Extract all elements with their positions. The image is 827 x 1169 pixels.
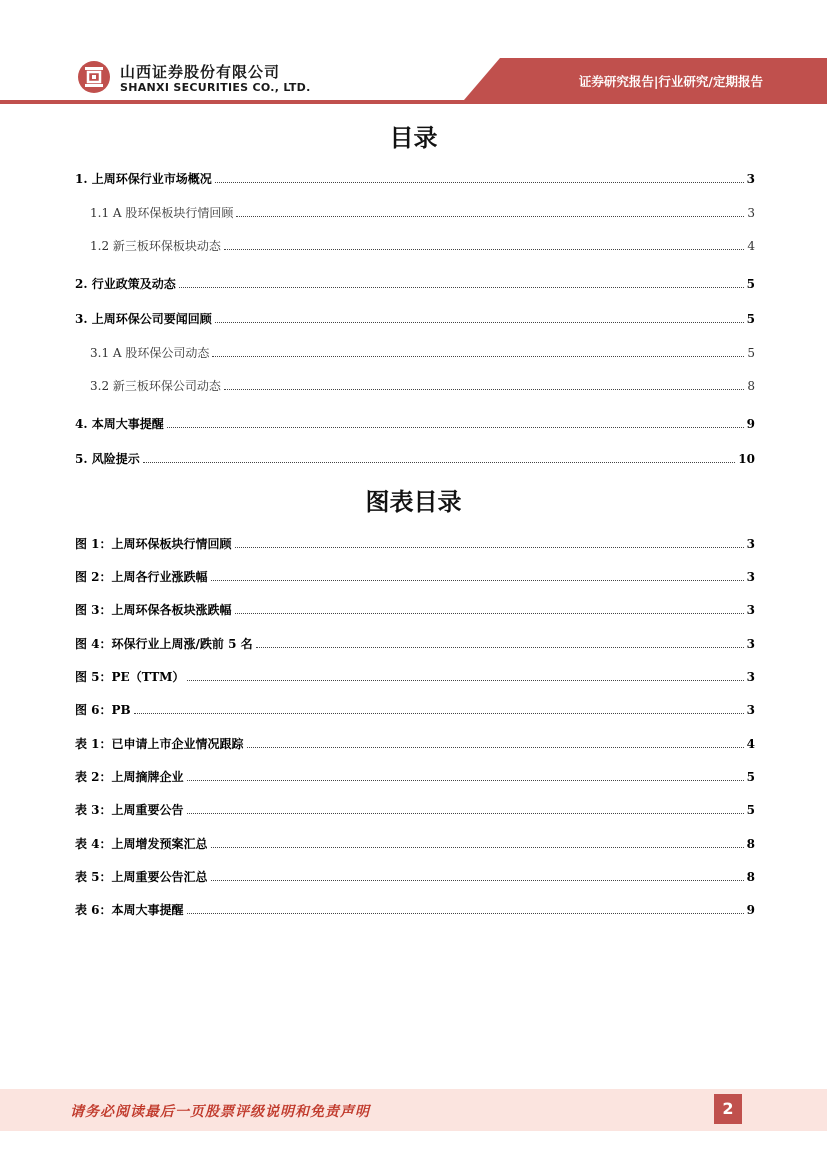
disclaimer-text: 请务必阅读最后一页股票评级说明和免责声明	[70, 1104, 370, 1120]
figure-item-label: 表 5：上周重要公告汇总	[75, 870, 208, 884]
figure-item-label: 图 3：上周环保各板块涨跌幅	[75, 603, 232, 617]
toc-item-label: 1. 上周环保行业市场概况	[75, 172, 212, 186]
toc-item-page: 3	[746, 172, 755, 186]
figure-item-page: 4	[746, 737, 755, 751]
figure-item-page: 3	[746, 603, 755, 617]
dot-leader	[211, 569, 744, 581]
toc-item-label: 1.2 新三板环保板块动态	[90, 239, 221, 253]
dot-leader	[187, 669, 743, 681]
page-header	[0, 0, 827, 110]
figure-item[interactable]	[75, 736, 755, 752]
figure-item-label: 图 1：上周环保板块行情回顾	[75, 537, 232, 551]
figure-item-page: 8	[746, 870, 755, 884]
figure-item-page: 5	[746, 803, 755, 817]
toc-item-page: 5	[746, 277, 755, 291]
figure-item[interactable]	[75, 702, 755, 718]
toc-item-label: 5. 风险提示	[75, 452, 140, 466]
dot-leader	[215, 311, 744, 323]
toc-item[interactable]	[90, 238, 755, 254]
figure-item-label: 图 2：上周各行业涨跌幅	[75, 570, 208, 584]
figure-item-page: 3	[746, 537, 755, 551]
company-name-cn: 山西证券股份有限公司	[120, 63, 281, 81]
figures-toc-title: 图表目录	[365, 488, 462, 516]
toc-item[interactable]	[75, 276, 755, 292]
dot-leader	[224, 238, 744, 250]
figure-item[interactable]	[75, 602, 755, 618]
figure-item-page: 3	[746, 670, 755, 684]
toc-item-label: 3.2 新三板环保公司动态	[90, 379, 221, 393]
figure-item-page: 3	[746, 703, 755, 717]
dot-leader	[167, 416, 744, 428]
toc-item-page: 9	[746, 417, 755, 431]
figure-item-label: 图 4：环保行业上周涨/跌前 5 名	[75, 637, 253, 651]
page-number: 2	[714, 1094, 742, 1124]
toc-title: 目录	[389, 124, 438, 152]
dot-leader	[236, 205, 744, 217]
toc-item-page: 8	[747, 379, 755, 393]
dot-leader	[211, 869, 744, 881]
dot-leader	[224, 378, 744, 390]
figure-item[interactable]	[75, 769, 755, 785]
toc-item[interactable]	[90, 345, 755, 361]
dot-leader	[235, 536, 744, 548]
figure-item[interactable]	[75, 902, 755, 918]
toc-item-label: 2. 行业政策及动态	[75, 277, 176, 291]
toc-item-label: 3.1 A 股环保公司动态	[90, 346, 210, 360]
figure-item-label: 表 2：上周摘牌企业	[75, 770, 184, 784]
dot-leader	[134, 702, 744, 714]
report-type-label: 证券研究报告|行业研究/定期报告	[578, 74, 763, 89]
toc-item-label: 4. 本周大事提醒	[75, 417, 164, 431]
dot-leader	[143, 451, 736, 463]
toc-item-page: 10	[738, 452, 755, 466]
figure-item[interactable]	[75, 669, 755, 685]
dot-leader	[215, 171, 744, 183]
figure-item-label: 表 1：已申请上市企业情况跟踪	[75, 737, 244, 751]
dot-leader	[187, 769, 744, 781]
toc-item[interactable]	[75, 311, 755, 327]
toc-item[interactable]	[75, 451, 755, 467]
dot-leader	[256, 636, 744, 648]
header-divider	[0, 100, 827, 104]
toc-item-page: 3	[747, 206, 755, 220]
figure-item-label: 表 3：上周重要公告	[75, 803, 184, 817]
figure-item[interactable]	[75, 636, 755, 652]
figure-item[interactable]	[75, 869, 755, 885]
toc-item-page: 4	[747, 239, 755, 253]
toc-item[interactable]	[75, 171, 755, 187]
dot-leader	[179, 276, 744, 288]
figure-item-page: 3	[746, 570, 755, 584]
dot-leader	[247, 736, 744, 748]
figure-item-label: 表 6：本周大事提醒	[75, 903, 184, 917]
dot-leader	[187, 902, 744, 914]
dot-leader	[235, 602, 744, 614]
figure-item[interactable]	[75, 802, 755, 818]
company-logo-icon	[77, 60, 111, 94]
figure-item-page: 8	[746, 837, 755, 851]
toc-item-page: 5	[746, 312, 755, 326]
toc-item-label: 1.1 A 股环保板块行情回顾	[90, 206, 234, 220]
figure-item[interactable]	[75, 569, 755, 585]
figure-item-page: 3	[746, 637, 755, 651]
figure-item-page: 5	[746, 770, 755, 784]
figure-item[interactable]	[75, 536, 755, 552]
dot-leader	[211, 836, 744, 848]
figure-item-label: 图 5：PE（TTM）	[75, 670, 185, 684]
toc-item-label: 3. 上周环保公司要闻回顾	[75, 312, 212, 326]
figure-item-page: 9	[746, 903, 755, 917]
toc-item-page: 5	[747, 346, 755, 360]
dot-leader	[212, 345, 744, 357]
figure-item[interactable]	[75, 836, 755, 852]
toc-item[interactable]	[90, 205, 755, 221]
dot-leader	[187, 802, 744, 814]
toc-item[interactable]	[90, 378, 755, 394]
toc-item[interactable]	[75, 416, 755, 432]
company-name-en: SHANXI SECURITIES CO., LTD.	[120, 81, 311, 94]
figure-item-label: 表 4：上周增发预案汇总	[75, 837, 208, 851]
figure-item-label: 图 6：PB	[75, 703, 131, 717]
